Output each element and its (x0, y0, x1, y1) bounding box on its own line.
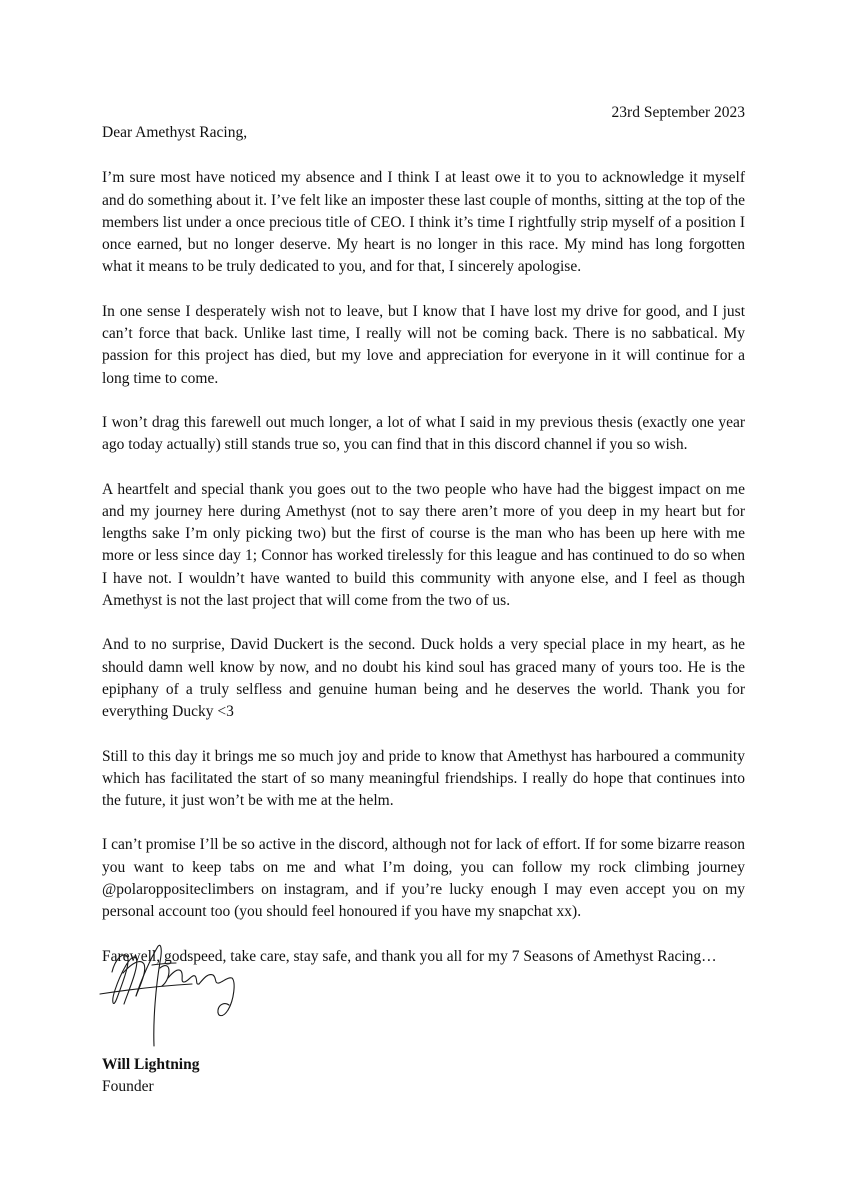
paragraph-absence: I’m sure most have noticed my absence and I think I at least owe it to you to acknowledge it myself and do something about it. I’ve felt like an imposter these last couple of months, sitting at the top of the members list under a once precious title of CEO. I think it’s time I rightfully strip myself of a position I once earned, but no longer deserve. My heart is no longer in this race. My mind has long forgotten what it means to be truly dedicated to you, and for that, I sincerely apologise. (102, 169, 745, 276)
paragraph-thanks-connor: A heartfelt and special thank you goes out to the two people who have had the biggest impact on me and my journey here during Amethyst (not to say there aren’t more of you deep in my heart but for lengths sake I’m only picking two) but the first of course is the man who has been up here with me more or less since day 1; Connor has worked tirelessly for this league and has continued to do so when I have not. I wouldn’t have wanted to build this community with anyone else, and I feel as though Amethyst is not the last project that will come from the two of us. (102, 480, 745, 610)
paragraph-contact: I can’t promise I’ll be so active in the discord, although not for lack of effort. If for some bizarre reason you want to keep tabs on me and what I’m doing, you can follow my rock climbing journey @polaroppositeclimbers on instagram, and if you’re lucky enough I may even accept you on my personal account too (you should feel honoured if you have my snapchat xx). (102, 836, 745, 921)
paragraph-leaving: In one sense I desperately wish not to leave, but I know that I have lost my drive for good, and I just can’t force that back. Unlike last time, I really will not be coming back. There is no sabbatical. My passion for this project has died, but my love and appreciation for everyone in it will continue for a long time to come. (102, 302, 745, 387)
paragraph-thanks-duck: And to no surprise, David Duckert is the second. Duck holds a very special place in my heart, as he should damn well know by now, and no doubt his kind soul has graced many of yours too. He is the epiphany of a truly selfless and genuine human being and he deserves the world. Thank you for everything Ducky <3 (102, 636, 745, 721)
salutation: Dear Amethyst Racing, (102, 124, 248, 141)
paragraph-farewell-thesis: I won’t drag this farewell out much longer, a lot of what I said in my previous thesis (exactly one year ago today actually) still stands true so, you can find that in this discord channel if you so wish. (102, 413, 745, 454)
paragraph-closing: Farewell, godspeed, take care, stay safe, and thank you all for my 7 Seasons of Amethyst Racing… (102, 947, 717, 965)
paragraph-community: Still to this day it brings me so much joy and pride to know that Amethyst has harboured a community which has facilitated the start of so many meaningful friendships. I really do hope that continues into the future, it just won’t be with me at the helm. (102, 747, 745, 810)
signer-title: Founder (102, 1078, 154, 1095)
letter-body (102, 122, 745, 968)
signer-block (102, 1054, 200, 1098)
handwritten-signature-icon (96, 938, 246, 1050)
letter-date: 23rd September 2023 (611, 104, 745, 121)
signer-name: Will Lightning (102, 1056, 200, 1073)
